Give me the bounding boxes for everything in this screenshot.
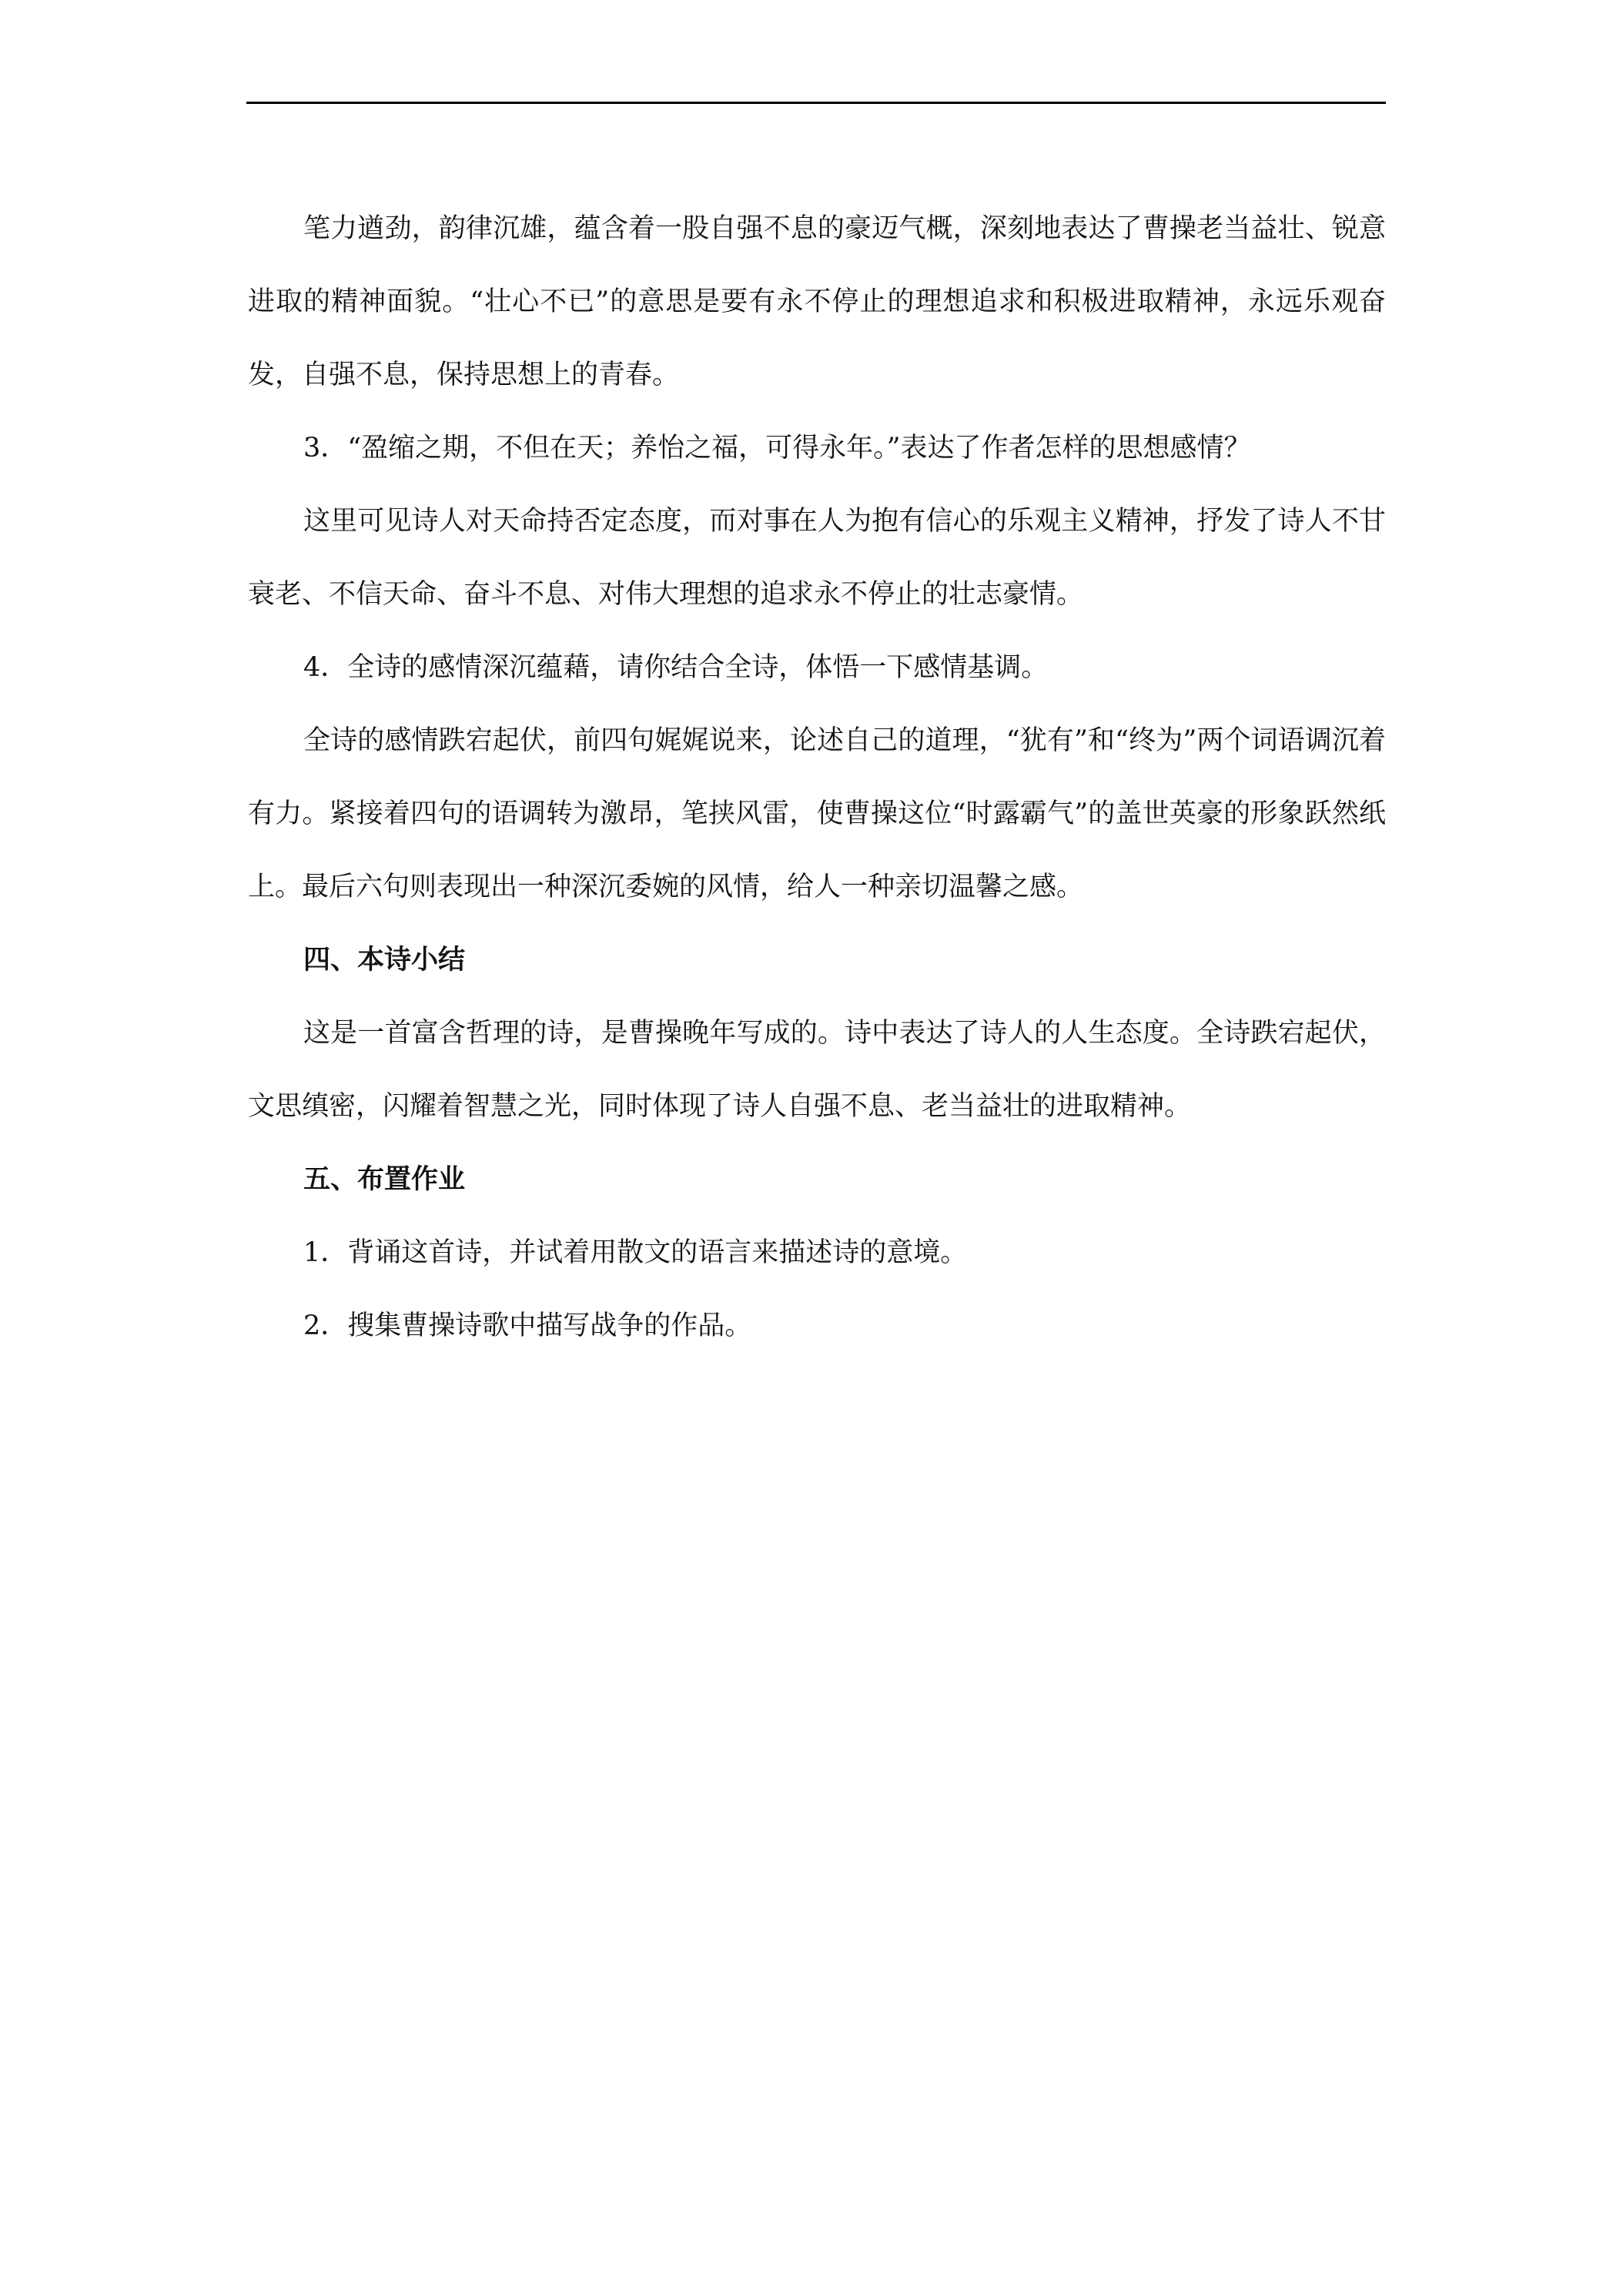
section-heading-homework: 五、布置作业 [303, 1164, 466, 1195]
answer-4: 全诗的感情跌宕起伏，前四句娓娓说来，论述自己的道理，“犹有”和“终为”两个词语调沉着有力。紧接着四句的语调转为激昂，笔挟风雷，使曹操这位“时露霸气”的盖世英豪的形象跃然纸上。最后六句则表现出一种深沉委婉的风情，给人一种亲切温馨之感。 [248, 725, 1386, 902]
answer-3: 这里可见诗人对天命持否定态度，而对事在人为抱有信心的乐观主义精神，抒发了诗人不甘衰老、不信天命、奋斗不息、对伟大理想的追求永不停止的壮志豪情。 [248, 506, 1386, 610]
homework-item-1: 1．背诵这首诗，并试着用散文的语言来描述诗的意境。 [303, 1237, 968, 1268]
summary-paragraph: 这是一首富含哲理的诗，是曹操晚年写成的。诗中表达了诗人的人生态度。全诗跌宕起伏，文思缜密，闪耀着智慧之光，同时体现了诗人自强不息、老当益壮的进取精神。 [248, 1018, 1386, 1122]
question-4: 4．全诗的感情深沉蕴藉，请你结合全诗，体悟一下感情基调。 [303, 652, 1049, 683]
document-body [248, 192, 1386, 1363]
homework-item-2: 2．搜集曹操诗歌中描写战争的作品。 [303, 1310, 752, 1341]
header-rule [246, 102, 1386, 104]
question-3: 3．“盈缩之期，不但在天；养怡之福，可得永年。”表达了作者怎样的思想感情？ [303, 433, 1251, 464]
section-heading-summary: 四、本诗小结 [303, 945, 466, 976]
paragraph-spirit: 笔力遒劲，韵律沉雄，蕴含着一股自强不息的豪迈气概，深刻地表达了曹操老当益壮、锐意进取的精神面貌。“壮心不已”的意思是要有永不停止的理想追求和积极进取精神，永远乐观奋发，自强不息，保持思想上的青春。 [248, 213, 1386, 390]
